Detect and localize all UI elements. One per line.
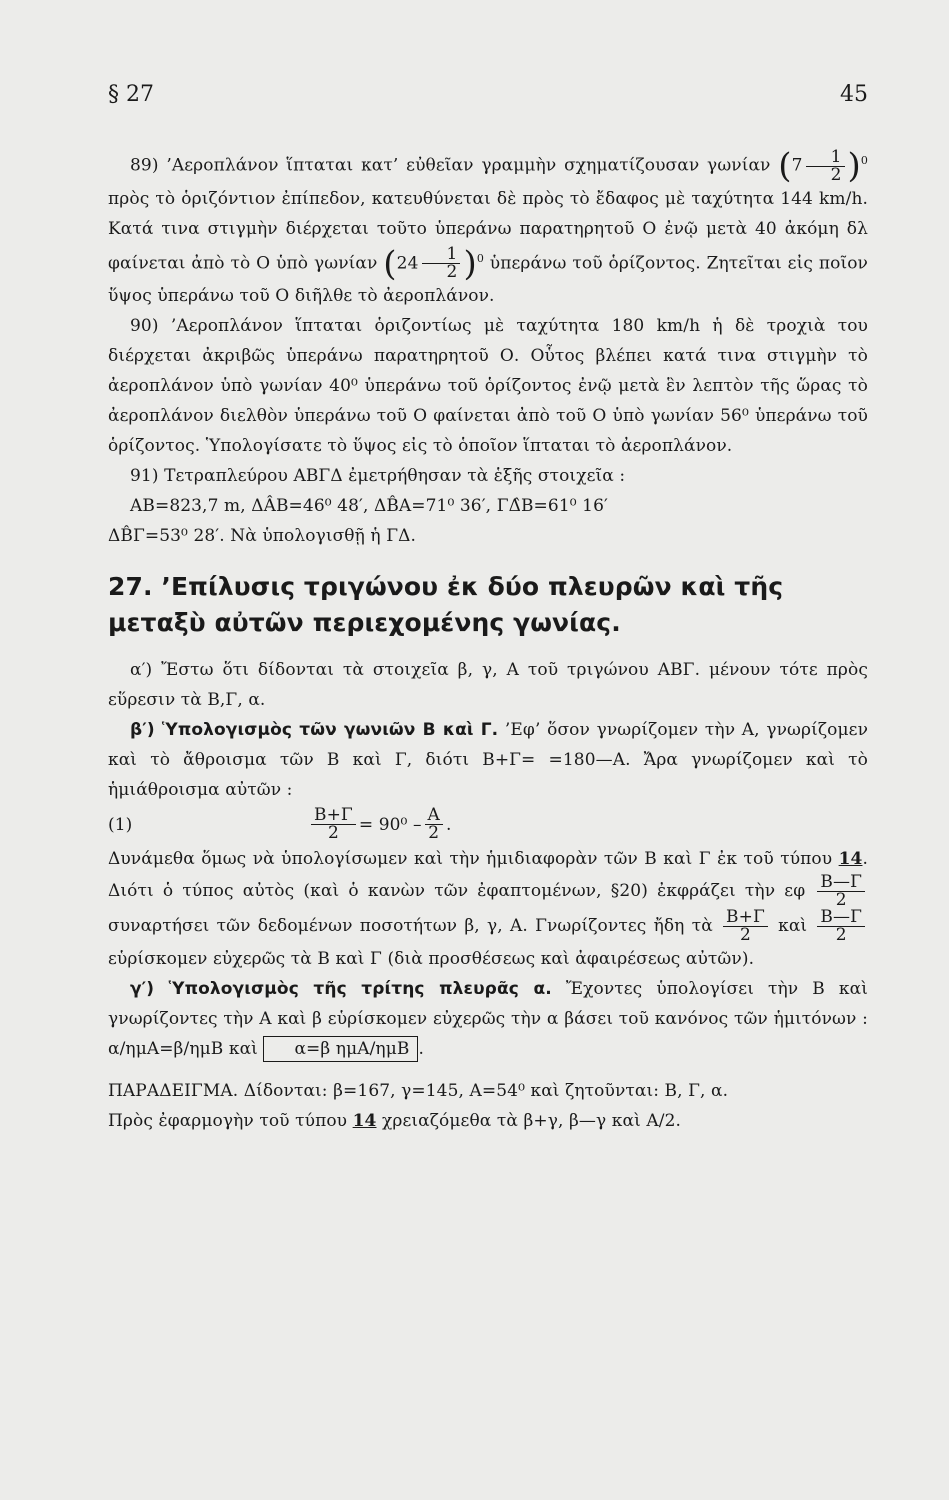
angle2-int: 24 [396, 253, 419, 274]
exercise-91: 91) Τετραπλεύρου ΑΒΓΔ ἐμετρήθησαν τὰ ἑξῆς στοιχεῖα : [130, 466, 626, 487]
case-beta-label: β′) Ὑπολογισμὸς τῶν γωνιῶν Β καὶ Γ. [130, 720, 499, 741]
case-alpha: α′) Ἔστω ὅτι δίδονται τὰ στοιχεῖα β, γ, Α τοῦ τριγώνου ΑΒΓ. μένουν τότε πρὸς εὕρεσιν τὰ Β,Γ, α. [108, 660, 868, 711]
equation-1-rhs: $\frac{A}{2}$ [425, 807, 443, 842]
angle1-frac: $\frac{1}{2}$ [806, 149, 845, 184]
angle2-frac: $\frac{1}{2}$ [422, 246, 461, 281]
half-sum-frac: $\frac{B+\Gamma}{2}$ [723, 909, 768, 944]
case-gamma-label: γ′) Ὑπολογισμὸς τῆς τρίτης πλευρᾶς α. [130, 979, 552, 1000]
example-ref-14: 14 [352, 1111, 377, 1132]
section-heading: 27. ’Επίλυσις τριγώνου ἐκ δύο πλευρῶν καὶ τῆς μεταξὺ αὐτῶν περιεχομένης γωνίας. [108, 572, 784, 638]
exercise-91-data-2: ΔB̂Γ=53⁰ 28′. Νὰ ὑπολογισθῇ ἡ ΓΔ. [108, 526, 416, 547]
example-line-2: Πρὸς ἐφαρμογὴν τοῦ τύπου 14 χρειαζόμεθα τὰ β+γ, β—γ καὶ Α/2. [108, 1111, 681, 1132]
half-difference-frac-2: $\frac{B—\Gamma}{2}$ [817, 909, 865, 944]
example-line-1: ΠΑΡΑΔΕΙΓΜΑ. Δίδονται: β=167, γ=145, Α=54⁰ καὶ ζητοῦνται: Β, Γ, α. [108, 1081, 729, 1102]
case-gamma: γ′) Ὑπολογισμὸς τῆς τρίτης πλευρᾶς α. Ἔχοντες ὑπολογίσει τὴν Β καὶ γνωρίζοντες τὴν Α καὶ β εὑρίσκομεν εὐχερῶς τὴν α βάσει τοῦ κανόνος τῶν ἡμιτόνων : α/ημΑ=β/ημΒ καὶ α=β ημΑ/ημΒ . [108, 974, 868, 1064]
half-difference-frac: $\frac{B—\Gamma}{2}$ [817, 874, 865, 909]
angle2-degree: 0 [476, 251, 484, 265]
page-number: 45 [840, 82, 868, 107]
equation-1: (1) $\frac{B+\Gamma}{2}$ = 90⁰ – $\frac{A}{2}$ . [108, 805, 452, 844]
exercise-89-lead: 89) ’Αεροπλάνον ἵπταται κατ’ εὐθεῖαν γραμμὴν σχηματίζουσαν γωνίαν [130, 155, 771, 176]
equation-1-mid: = 90⁰ – [358, 814, 422, 835]
boxed-formula: α=β ημΑ/ημΒ [263, 1036, 418, 1062]
page-header [108, 82, 868, 116]
page-body [108, 146, 868, 1136]
exercise-89-end: ὑπεράνω τοῦ ὁρίζοντος. Ζητεῖται εἰς ποῖον ὕψος ὑπεράνω τοῦ Ο διῆλθε τὸ ἀεροπλάνον. [108, 253, 868, 307]
case-beta-text: ’Εφ’ ὅσον γνωρίζομεν τὴν Α, γνωρίζομεν καὶ τὸ ἄθροισμα τῶν Β καὶ Γ, διότι Β+Γ= =180—Α. Ἄρα γνωρίζομεν καὶ τὸ ἡμιάθροισμα αὐτῶν : [108, 720, 868, 801]
paragraph-dynametha: Δυνάμεθα ὅμως νὰ ὑπολογίσωμεν καὶ τὴν ἡμιδιαφορὰν τῶν Β καὶ Γ ἐκ τοῦ τύπου 14. Διότι ὁ τύπος αὐτὸς (καὶ ὁ κανὼν τῶν ἐφαπτομένων, §20) ἐκφράζει τὴν εφ $\frac{B—\Gamma}{2}$ συναρτήσει τῶν δεδομένων ποσοτήτων β, γ, Α. Γνωρίζοντες ἤδη τὰ $\frac{B+\Gamma}{2}$ καὶ $\frac{B—\Gamma}{2}$ εὑρίσκομεν εὐχερῶς τὰ Β καὶ Γ (διὰ προσθέσεως καὶ ἀφαιρέσεως αὐτῶν). [108, 849, 868, 970]
case-beta [108, 715, 868, 805]
exercise-90: 90) ’Αεροπλάνον ἵπταται ὁριζοντίως μὲ ταχύτητα 180 km/h ἡ δὲ τροχιὰ του διέρχεται ἀκριβῶς ὑπεράνω παρατηρητοῦ Ο. Οὗτος βλέπει κατά τινα στιγμὴν τὸ ἀεροπλάνον ὑπὸ γωνίαν 40⁰ ὑπεράνω τοῦ ὁρίζοντος ἐνῷ μετὰ ἓν λεπτὸν τῆς ὥρας τὸ ἀεροπλάνον διελθὸν ὑπεράνω τοῦ Ο φαίνεται ἀπὸ τοῦ Ο ὑπὸ γωνίαν 56⁰ ὑπεράνω τοῦ ὁρίζοντος. Ὑπολογίσατε τὸ ὕψος εἰς τὸ ὁποῖον ἵπταται τὸ ἀεροπλάνον. [108, 316, 868, 457]
case-gamma-text: Ἔχοντες ὑπολογίσει τὴν Β καὶ γνωρίζοντες τὴν Α καὶ β εὑρίσκομεν εὐχερῶς τὴν α βάσει τοῦ κανόνος τῶν ἡμιτόνων : α/ημΑ=β/ημΒ καὶ [108, 979, 868, 1060]
angle1-degree: 0 [860, 154, 868, 167]
exercise-91-data: ΑΒ=823,7 m, ΔÂΒ=46⁰ 48′, ΔB̂Α=71⁰ 36′, ΓΔ̂Β=61⁰ 16′ [130, 496, 608, 517]
equation-1-label: (1) [108, 814, 133, 835]
exercise-89: 89) ’Αεροπλάνον ἵπταται κατ’ εὐθεῖαν γραμμὴν σχηματίζουσαν γωνίαν (7 $\frac{1}{2}$ )$^0$ πρὸς τὸ ὁριζόντιον ἐπίπεδον, κατευθύνεται δὲ πρὸς τὸ ἔδαφος μὲ ταχύτητα 144 km/h. Κατά τινα στιγμὴν διέρχεται τοῦτο ὑπεράνω παρατηρητοῦ Ο ἐνῷ μετὰ 40 ἀκόμη δλ φαίνεται ἀπὸ τὸ Ο ὑπὸ γωνίαν (24 $\frac{1}{2}$ )$^0$ ὑπεράνω τοῦ ὁρίζοντος. Ζητεῖται εἰς ποῖον ὕψος ὑπεράνω τοῦ Ο διῆλθε τὸ ἀεροπλάνον. [108, 146, 868, 307]
formula-ref-14: 14 [838, 849, 863, 870]
equation-1-lhs: $\frac{B+\Gamma}{2}$ [311, 807, 356, 842]
exercise-89-text: πρὸς τὸ ὁριζόντιον ἐπίπεδον, κατευθύνεται δὲ πρὸς τὸ ἔδαφος μὲ ταχύτητα 144 km/h. Κατά τινα στιγμὴν διέρχεται τοῦτο ὑπεράνω παρατηρητοῦ Ο ἐνῷ μετὰ 40 ἀκόμη δλ φαίνεται ἀπὸ τὸ Ο ὑπὸ γωνίαν [108, 188, 868, 274]
section-marker: § 27 [108, 82, 154, 107]
angle1-int: 7 [791, 155, 803, 176]
